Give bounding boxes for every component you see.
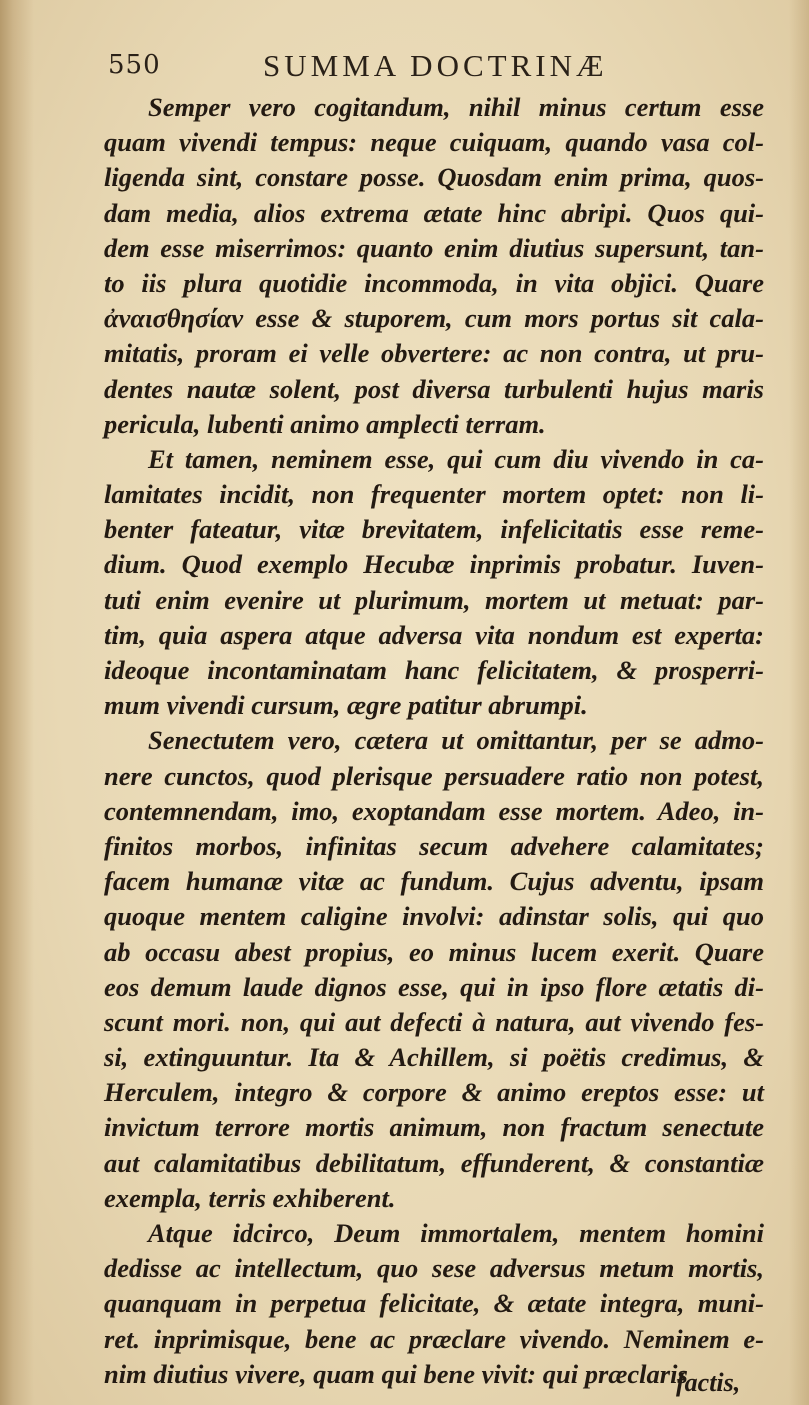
text-line: to iis plura quotidie incommoda, in vita objici. Quare xyxy=(104,267,764,298)
text-line: Atque idcirco, Deum immortalem, mentem homini xyxy=(148,1218,764,1248)
text-line: dedisse ac intellectum, quo sese adversus metum mortis, xyxy=(104,1253,764,1284)
running-head: SUMMA DOCTRINÆ xyxy=(263,48,608,83)
text-line: nim diutius vivere, quam qui bene vivit: qui præclaris xyxy=(104,1358,688,1389)
text-line: tim, quia aspera atque adversa vita nondum est experta: xyxy=(104,619,764,650)
text-line: scunt mori. non, qui aut defecti à natura, aut vivendo fes- xyxy=(104,1006,764,1037)
text-line: ἀναισθησίαν esse & stuporem, cum mors portus sit cala- xyxy=(104,303,764,334)
text-line: lamitates incidit, non frequenter mortem optet: non li- xyxy=(104,479,764,510)
text-line: nere cunctos, quod plerisque persuadere ratio non potest, xyxy=(104,760,764,791)
text-line: benter fateatur, vitæ brevitatem, infelicitatis esse reme- xyxy=(104,514,764,545)
text-line: dium. Quod exemplo Hecubæ inprimis probatur. Iuven- xyxy=(104,549,764,580)
text-line: quoque mentem caligine involvi: adinstar solis, qui quo xyxy=(104,901,764,932)
text-line: mitatis, proram ei velle obvertere: ac non contra, ut pru- xyxy=(104,338,764,369)
text-line: invictum terrore mortis animum, non fractum senectute xyxy=(104,1112,764,1143)
text-line: finitos morbos, infinitas secum advehere calamitates; xyxy=(104,830,764,861)
text-line: contemnendam, imo, exoptandam esse mortem. Adeo, in- xyxy=(104,795,764,826)
text-line: ideoque incontaminatam hanc felicitatem, & prosperri- xyxy=(104,655,764,685)
text-line: quam vivendi tempus: neque cuiquam, quando vasa col- xyxy=(104,127,764,158)
text-line: quanquam in perpetua felicitate, & ætate integra, muni- xyxy=(104,1288,764,1319)
text-line: dentes nautæ solent, post diversa turbulenti hujus maris xyxy=(104,373,764,404)
catchword: factis, xyxy=(676,1368,741,1397)
text-line: Et tamen, neminem esse, qui cum diu vivendo in ca- xyxy=(148,443,764,474)
text-line: mum vivendi cursum, ægre patitur abrumpi. xyxy=(104,690,588,721)
text-line: ab occasu abest propius, eo minus lucem exerit. Quare xyxy=(104,936,764,967)
text-line: ligenda sint, constare posse. Quosdam enim prima, quos- xyxy=(104,162,764,193)
text-line: eos demum laude dignos esse, qui in ipso flore ætatis di- xyxy=(104,971,764,1002)
page-gutter-shadow xyxy=(0,0,34,1405)
text-line: dem esse miserrimos: quanto enim diutius supersunt, tan- xyxy=(104,232,764,263)
text-line: pericula, lubenti animo amplecti terram. xyxy=(104,408,546,439)
page-number: 550 xyxy=(108,50,161,80)
text-line: aut calamitatibus debilitatum, effunderent, & constantiæ xyxy=(104,1147,764,1178)
text-line: tuti enim evenire ut plurimum, mortem ut metuat: par- xyxy=(104,584,764,615)
text-line: Senectutem vero, cætera ut omittantur, per se admo- xyxy=(148,725,764,756)
page-header xyxy=(108,44,668,90)
text-line: dam media, alios extrema ætate hinc abripi. Quos qui- xyxy=(104,197,764,228)
page-edge-shadow xyxy=(789,0,809,1405)
body-text xyxy=(104,90,764,1392)
text-line: exempla, terris exhiberent. xyxy=(104,1182,396,1213)
text-line: Herculem, integro & corpore & animo ereptos esse: ut xyxy=(104,1077,764,1108)
text-line: si, extinguuntur. Ita & Achillem, si poëtis credimus, & xyxy=(104,1042,764,1073)
text-line: Semper vero cogitandum, nihil minus certum esse xyxy=(148,92,764,122)
text-line: facem humanæ vitæ ac fundum. Cujus adventu, ipsam xyxy=(104,866,764,897)
text-line: ret. inprimisque, bene ac præclare vivendo. Neminem e- xyxy=(104,1323,764,1354)
